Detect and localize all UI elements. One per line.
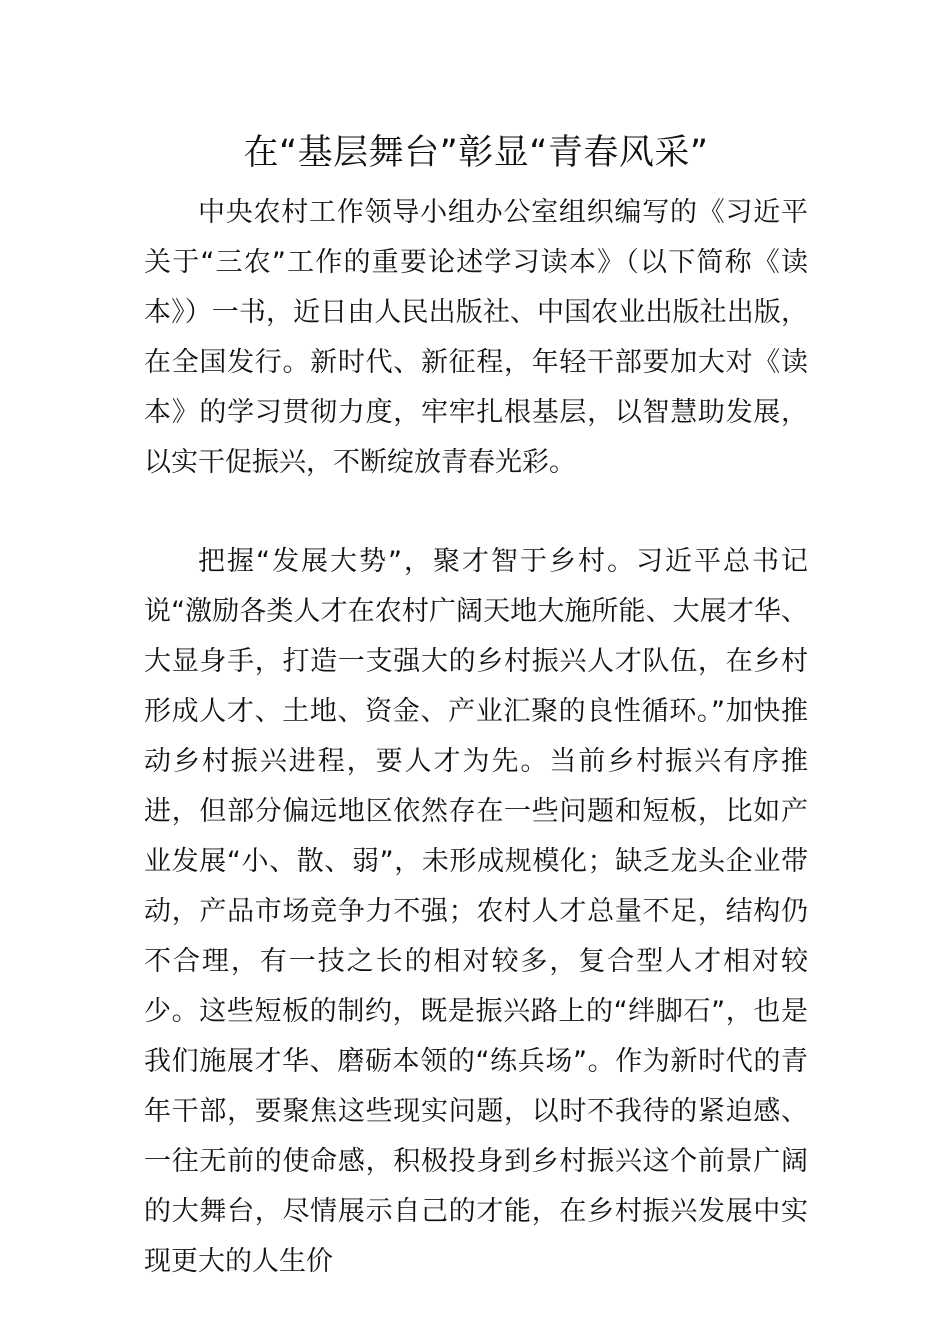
paragraph-development-trend: 把握“发展大势”，聚才智于乡村。习近平总书记说“激励各类人才在农村广阔天地大施所能、大展才华、大显身手，打造一支强大的乡村振兴人才队伍，在乡村形成人才、土地、资金、产业汇聚的良性循环。”加快推动乡村振兴进程，要人才为先。当前乡村振兴有序推进，但部分偏远地区依然存在一些问题和短板，比如产业发展“小、散、弱”，未形成规模化；缺乏龙头企业带动，产品市场竞争力不强；农村人才总量不足，结构仍不合理，有一技之长的相对较多，复合型人才相对较少。这些短板的制约，既是振兴路上的“绊脚石”，也是我们施展才华、磨砺本领的“练兵场”。作为新时代的青年干部，要聚焦这些现实问题，以时不我待的紧迫感、一往无前的使命感，积极投身到乡村振兴这个前景广阔的大舞台，尽情展示自己的才能，在乡村振兴发展中实现更大的人生价	[144, 546, 808, 1277]
document-page	[144, 118, 808, 1287]
paragraph-spacer	[144, 488, 808, 537]
paragraph-intro: 中央农村工作领导小组办公室组织编写的《习近平关于“三农”工作的重要论述学习读本》（以下简称《读本》）一书，近日由人民出版社、中国农业出版社出版，在全国发行。新时代、新征程，年轻干部要加大对《读本》的学习贯彻力度，牢牢扎根基层，以智慧助发展，以实干促振兴，不断绽放青春光彩。	[144, 197, 808, 478]
document-title: 在“基层舞台”彰显“青春风采”	[243, 133, 709, 173]
